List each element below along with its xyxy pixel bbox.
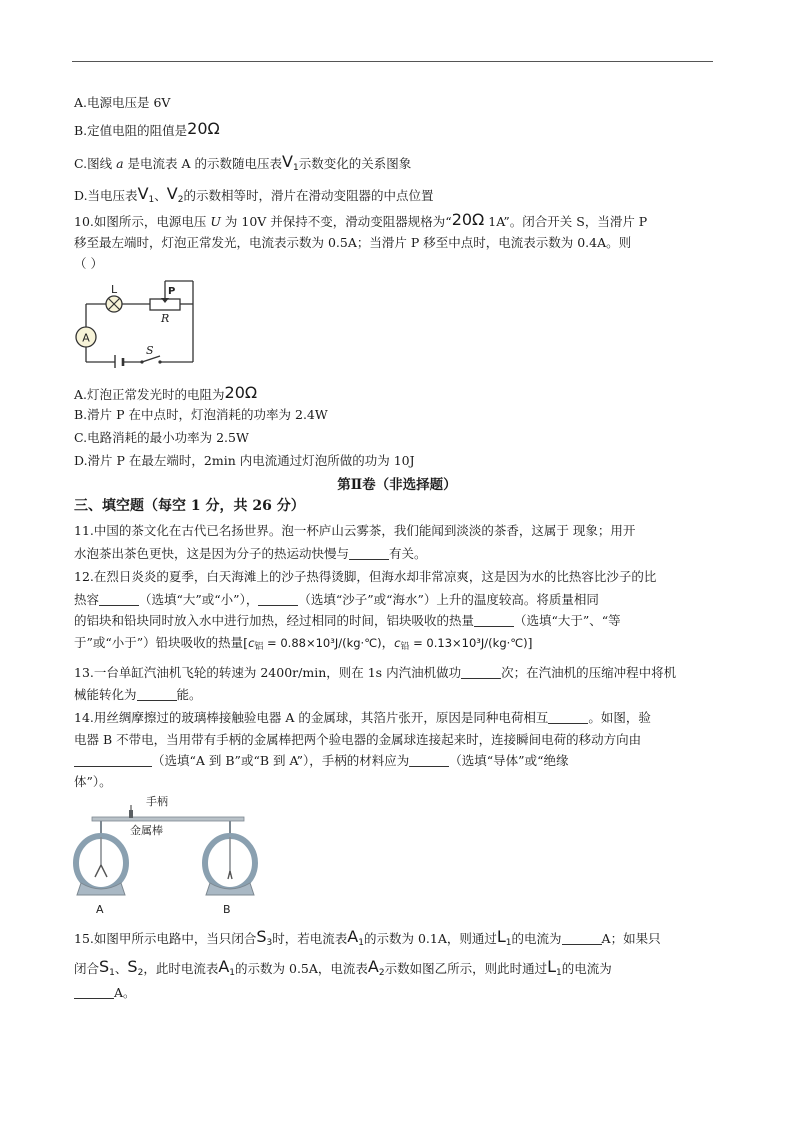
answer-blank[interactable] bbox=[74, 986, 114, 999]
electroscope-a bbox=[76, 821, 126, 895]
q14-line-3: （选填“A 到 B”或“B 到 A”），手柄的材料应为 （选填“导体”或“绝缘 bbox=[74, 752, 568, 770]
q10-option-c: C.电路消耗的最小功率为 2.5W bbox=[74, 430, 249, 445]
slider-label: P bbox=[168, 286, 176, 297]
header-rule bbox=[72, 61, 713, 62]
electroscope-b-label: B bbox=[223, 903, 231, 916]
q13-line-1: 13.一台单缸汽油机飞轮的转速为 2400r/min，则在 1s 内汽油机做功 次；在汽油机的压缩冲程中将机 bbox=[74, 665, 677, 680]
q10-option-a: A.灯泡正常发光时的电阻为20Ω bbox=[74, 383, 258, 402]
q9-option-c: C.图线 a 是电流表 A 的示数随电压表$V_1$示数变化的关系图象 bbox=[74, 152, 412, 173]
q14-line-1: 14.用丝绸摩擦过的玻璃棒接触验电器 A 的金属球，其箔片张开，原因是同种电荷相互 。如图，验 bbox=[74, 710, 651, 725]
q9-option-a: A.电源电压是 6V bbox=[74, 95, 171, 110]
q15-line-1: 15.如图甲所示电路中，当只闭合$S_3$时，若电流表$A_1$的示数为 0.1A，则通过$L_1$的电流为 A；如果只 bbox=[74, 927, 661, 948]
q15-line-3: A。 bbox=[74, 984, 136, 1002]
q10-line-3: （ ） bbox=[74, 256, 103, 271]
electroscope-figure bbox=[70, 793, 270, 917]
section-3-title: 三、填空题（每空 1 分，共 26 分） bbox=[74, 498, 305, 514]
answer-blank[interactable] bbox=[548, 711, 588, 724]
section-2-title: 第Ⅱ卷（非选择题） bbox=[337, 477, 457, 493]
q12-line-4: 于”或“小于”）铅块吸收的热量[$c_铝$ = 0.88×10³J/(kg·℃)，$c_铅$ = 0.13×10³J/(kg·℃)] bbox=[74, 635, 533, 652]
lamp-label: L bbox=[111, 283, 118, 296]
q11-line-1: 11.中国的茶文化在古代已名扬世界。泡一杯庐山云雾茶，我们能闻到淡淡的茶香，这属于 现象；用开 bbox=[74, 523, 636, 538]
metal-rod-label: 金属棒 bbox=[130, 824, 163, 837]
q10-option-b: B.滑片 P 在中点时，灯泡消耗的功率为 2.4W bbox=[74, 407, 328, 422]
answer-blank[interactable] bbox=[74, 754, 152, 767]
q10-option-d: D.滑片 P 在最左端时，2min 内电流通过灯泡所做的功为 10J bbox=[74, 453, 415, 468]
q12-line-2: 热容 （选填“大”或“小”）， （选填“沙子”或“海水”）上升的温度较高。将质量相同 bbox=[74, 592, 599, 607]
rheostat-label: R bbox=[161, 312, 170, 325]
handle-label: 手柄 bbox=[146, 795, 168, 808]
q14-line-4: 体”）。 bbox=[74, 774, 112, 789]
answer-blank[interactable] bbox=[474, 614, 514, 627]
q12-line-3: 的铝块和铅块同时放入水中进行加热，经过相同的时间，铝块吸收的热量 （选填“大于”、“等 bbox=[74, 613, 621, 628]
q12-line-1: 12.在烈日炎炎的夏季，白天海滩上的沙子热得烫脚，但海水却非常凉爽，这是因为水的比热容比沙子的比 bbox=[74, 569, 657, 584]
q11-line-2: 水泡茶出茶色更快，这是因为分子的热运动快慢与 有关。 bbox=[74, 546, 427, 561]
answer-blank[interactable] bbox=[99, 593, 139, 606]
q9-option-d: D.当电压表$V_1$、$V_2$的示数相等时，滑片在滑动变阻器的中点位置 bbox=[74, 184, 434, 205]
electroscope-a-label: A bbox=[96, 903, 104, 916]
electroscope-b bbox=[205, 821, 255, 895]
q10-line-1: 10.如图所示，电源电压 U 为 10V 并保持不变，滑动变阻器规格为“20Ω 1A”。闭合开关 S，当滑片 P bbox=[74, 210, 648, 229]
q10-circuit-diagram bbox=[70, 276, 200, 368]
q9-option-b: B.定值电阻的阻值是20Ω bbox=[74, 119, 220, 138]
q10-line-2: 移至最左端时，灯泡正常发光，电流表示数为 0.5A；当滑片 P 移至中点时，电流表示数为 0.4A。则 bbox=[74, 235, 632, 250]
switch-label: S bbox=[146, 344, 154, 357]
q13-line-2: 械能转化为 能。 bbox=[74, 687, 202, 702]
answer-blank[interactable] bbox=[562, 932, 602, 945]
q15-line-2: 闭合$S_1$、$S_2$，此时电流表$A_1$的示数为 0.5A，电流表$A_2$示数如图乙所示，则此时通过$L_1$的电流为 bbox=[74, 957, 612, 978]
ammeter-label: A bbox=[82, 331, 90, 345]
answer-blank[interactable] bbox=[137, 688, 177, 701]
answer-blank[interactable] bbox=[349, 547, 389, 560]
answer-blank[interactable] bbox=[461, 666, 501, 679]
answer-blank[interactable] bbox=[258, 593, 298, 606]
answer-blank[interactable] bbox=[409, 754, 449, 767]
q14-line-2: 电器 B 不带电，当用带有手柄的金属棒把两个验电器的金属球连接起来时，连接瞬间电荷的移动方向由 bbox=[74, 732, 642, 747]
